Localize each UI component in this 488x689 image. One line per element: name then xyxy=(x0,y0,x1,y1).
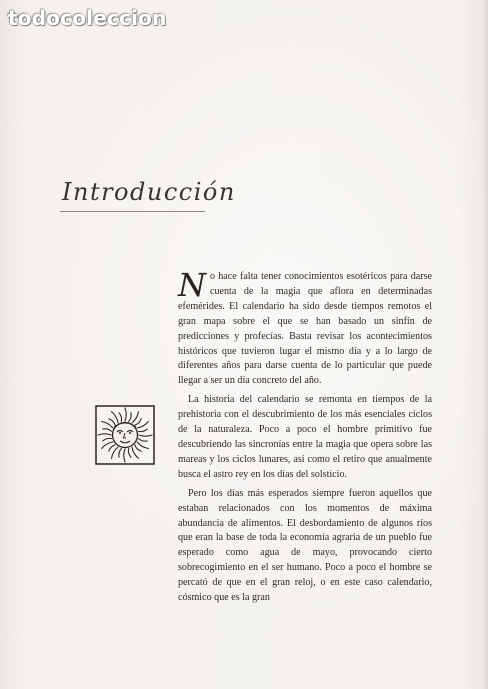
sun-ray xyxy=(137,442,148,449)
title-underline xyxy=(60,211,205,212)
sun-ray xyxy=(125,408,126,421)
body-text xyxy=(178,266,432,606)
sun-ray xyxy=(124,449,125,462)
sun-ray xyxy=(128,449,131,458)
paragraph-2: La historia del calendario se remonta en tiempos de la prehistoria con el descubrimiento de los más esenciales ciclos de la naturaleza. Poco a poco el hombre primitivo fue descubriendo las sincronías entre la magia que opera sobre las mareas y los ciclos lunares, así como el retiro que anualmente busca el astro rey en los días del solsticio. xyxy=(178,394,432,480)
sun-ray xyxy=(129,413,132,422)
sun-ray xyxy=(109,419,115,425)
paragraph-1 xyxy=(178,266,432,389)
sun-ray xyxy=(139,429,148,432)
watermark: todocoleccion xyxy=(8,6,167,30)
sun-ray xyxy=(103,429,112,432)
sun-ray xyxy=(102,422,113,429)
sun-ray xyxy=(135,419,141,425)
sun-ray xyxy=(109,445,115,451)
sun-ray xyxy=(119,413,122,422)
sun-ray xyxy=(139,439,148,442)
sun-ray xyxy=(135,445,141,451)
chapter-title: Introducción xyxy=(62,178,236,206)
sun-ray xyxy=(132,412,139,423)
drop-cap: N xyxy=(178,266,206,304)
page-edge-shadow xyxy=(483,0,488,689)
sun-ray xyxy=(119,449,122,458)
sun-ray xyxy=(98,434,111,435)
sun-ray xyxy=(139,435,152,436)
sun-ray xyxy=(103,438,112,441)
sun-face-icon xyxy=(95,405,155,465)
sun-ray xyxy=(112,447,119,458)
paragraph-3: Pero los días más esperados siempre fueron aquellos que estaban relacionados con los momentos de máxima abundancia de alimentos. El desbordamiento de algunos ríos que eran la base de toda la economía agraria de un pueblo fue esperado como agua de mayo, provocando cierto sobrecogimiento en el ser humano. Poco a poco el hombre se percató de que en el gran reloj, o en este caso calendario, cósmico que es la gran xyxy=(178,487,432,604)
paragraph-1-text: o hace falta tener conocimientos esotéricos para darse cuenta de la magia que aflora en determinadas efemérides. El calendario ha sido desde tiempos remotos el gran mapa sobre el que se han basado un sinfín de predicciones y profecías. Basta revisar los acontecimientos históricos que tuvieron lugar el mismo día y a lo largo de diferentes años para darse cuenta de lo particular que puede llegar a ser un día concreto del año. xyxy=(178,271,432,387)
